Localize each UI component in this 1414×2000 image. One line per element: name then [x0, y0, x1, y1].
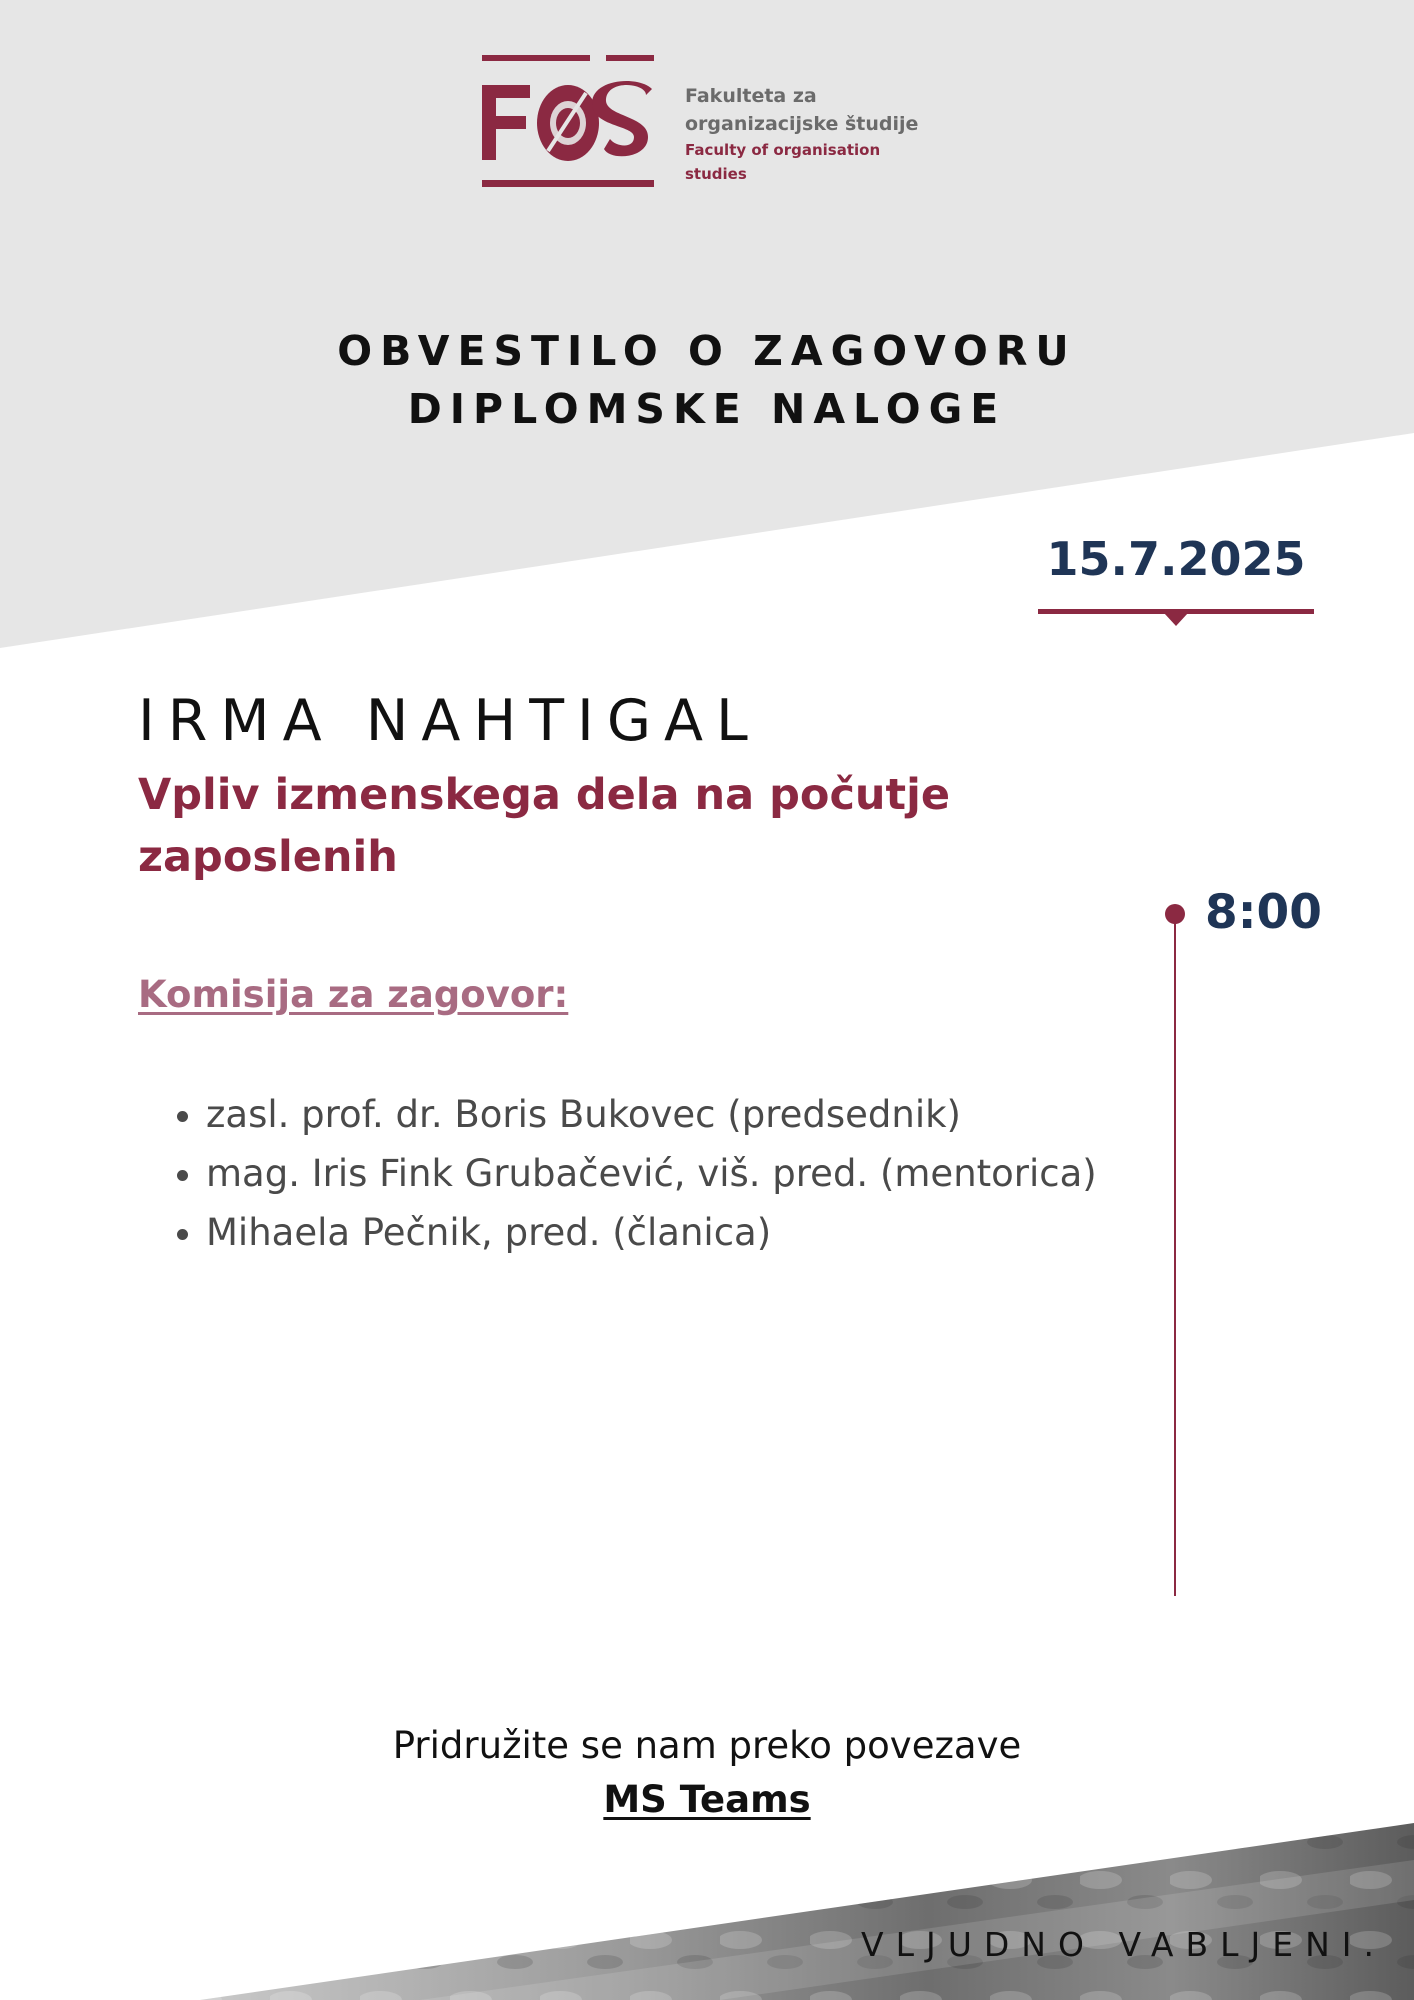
logo-line-english: Faculty of organisation studies — [685, 141, 881, 183]
closing-greeting: VLJUDNO VABLJENI. — [861, 1925, 1386, 1964]
join-invitation: Pridružite se nam preko povezave — [392, 1724, 1022, 1767]
notice-heading-line2: DIPLOMSKE NALOGE — [407, 385, 1007, 433]
defense-date: 15.7.2025 — [1046, 532, 1306, 586]
logo-line-slovenian-1: Fakulteta za — [685, 85, 817, 107]
faculty-logo — [482, 55, 942, 190]
committee-list — [138, 1085, 1166, 1262]
notice-heading-line1: OBVESTILO O ZAGOVORU — [337, 327, 1077, 375]
committee-member: • mag. Iris Fink Grubačević, viš. pred. (mentorica) — [206, 1144, 1166, 1203]
thesis-title: Vpliv izmenskega dela na počutje zaposlenih — [138, 770, 951, 882]
ms-teams-link[interactable]: MS Teams — [603, 1778, 811, 1821]
notice-heading — [0, 322, 1414, 438]
defense-time: 8:00 — [1205, 885, 1322, 940]
committee-heading: Komisija za zagovor: — [138, 973, 569, 1016]
timeline-line — [1174, 914, 1176, 1596]
fos-logo-icon — [482, 55, 654, 190]
logo-line-slovenian-2: organizacijske študije — [685, 113, 919, 135]
candidate-name: IRMA NAHTIGAL — [138, 688, 761, 754]
committee-member: • Mihaela Pečnik, pred. (članica) — [206, 1203, 1166, 1262]
committee-member: • zasl. prof. dr. Boris Bukovec (predsednik) — [206, 1085, 1166, 1144]
logo-wordmark — [685, 82, 942, 186]
date-pointer-icon — [1164, 613, 1188, 626]
join-link-row — [0, 1774, 1414, 1826]
